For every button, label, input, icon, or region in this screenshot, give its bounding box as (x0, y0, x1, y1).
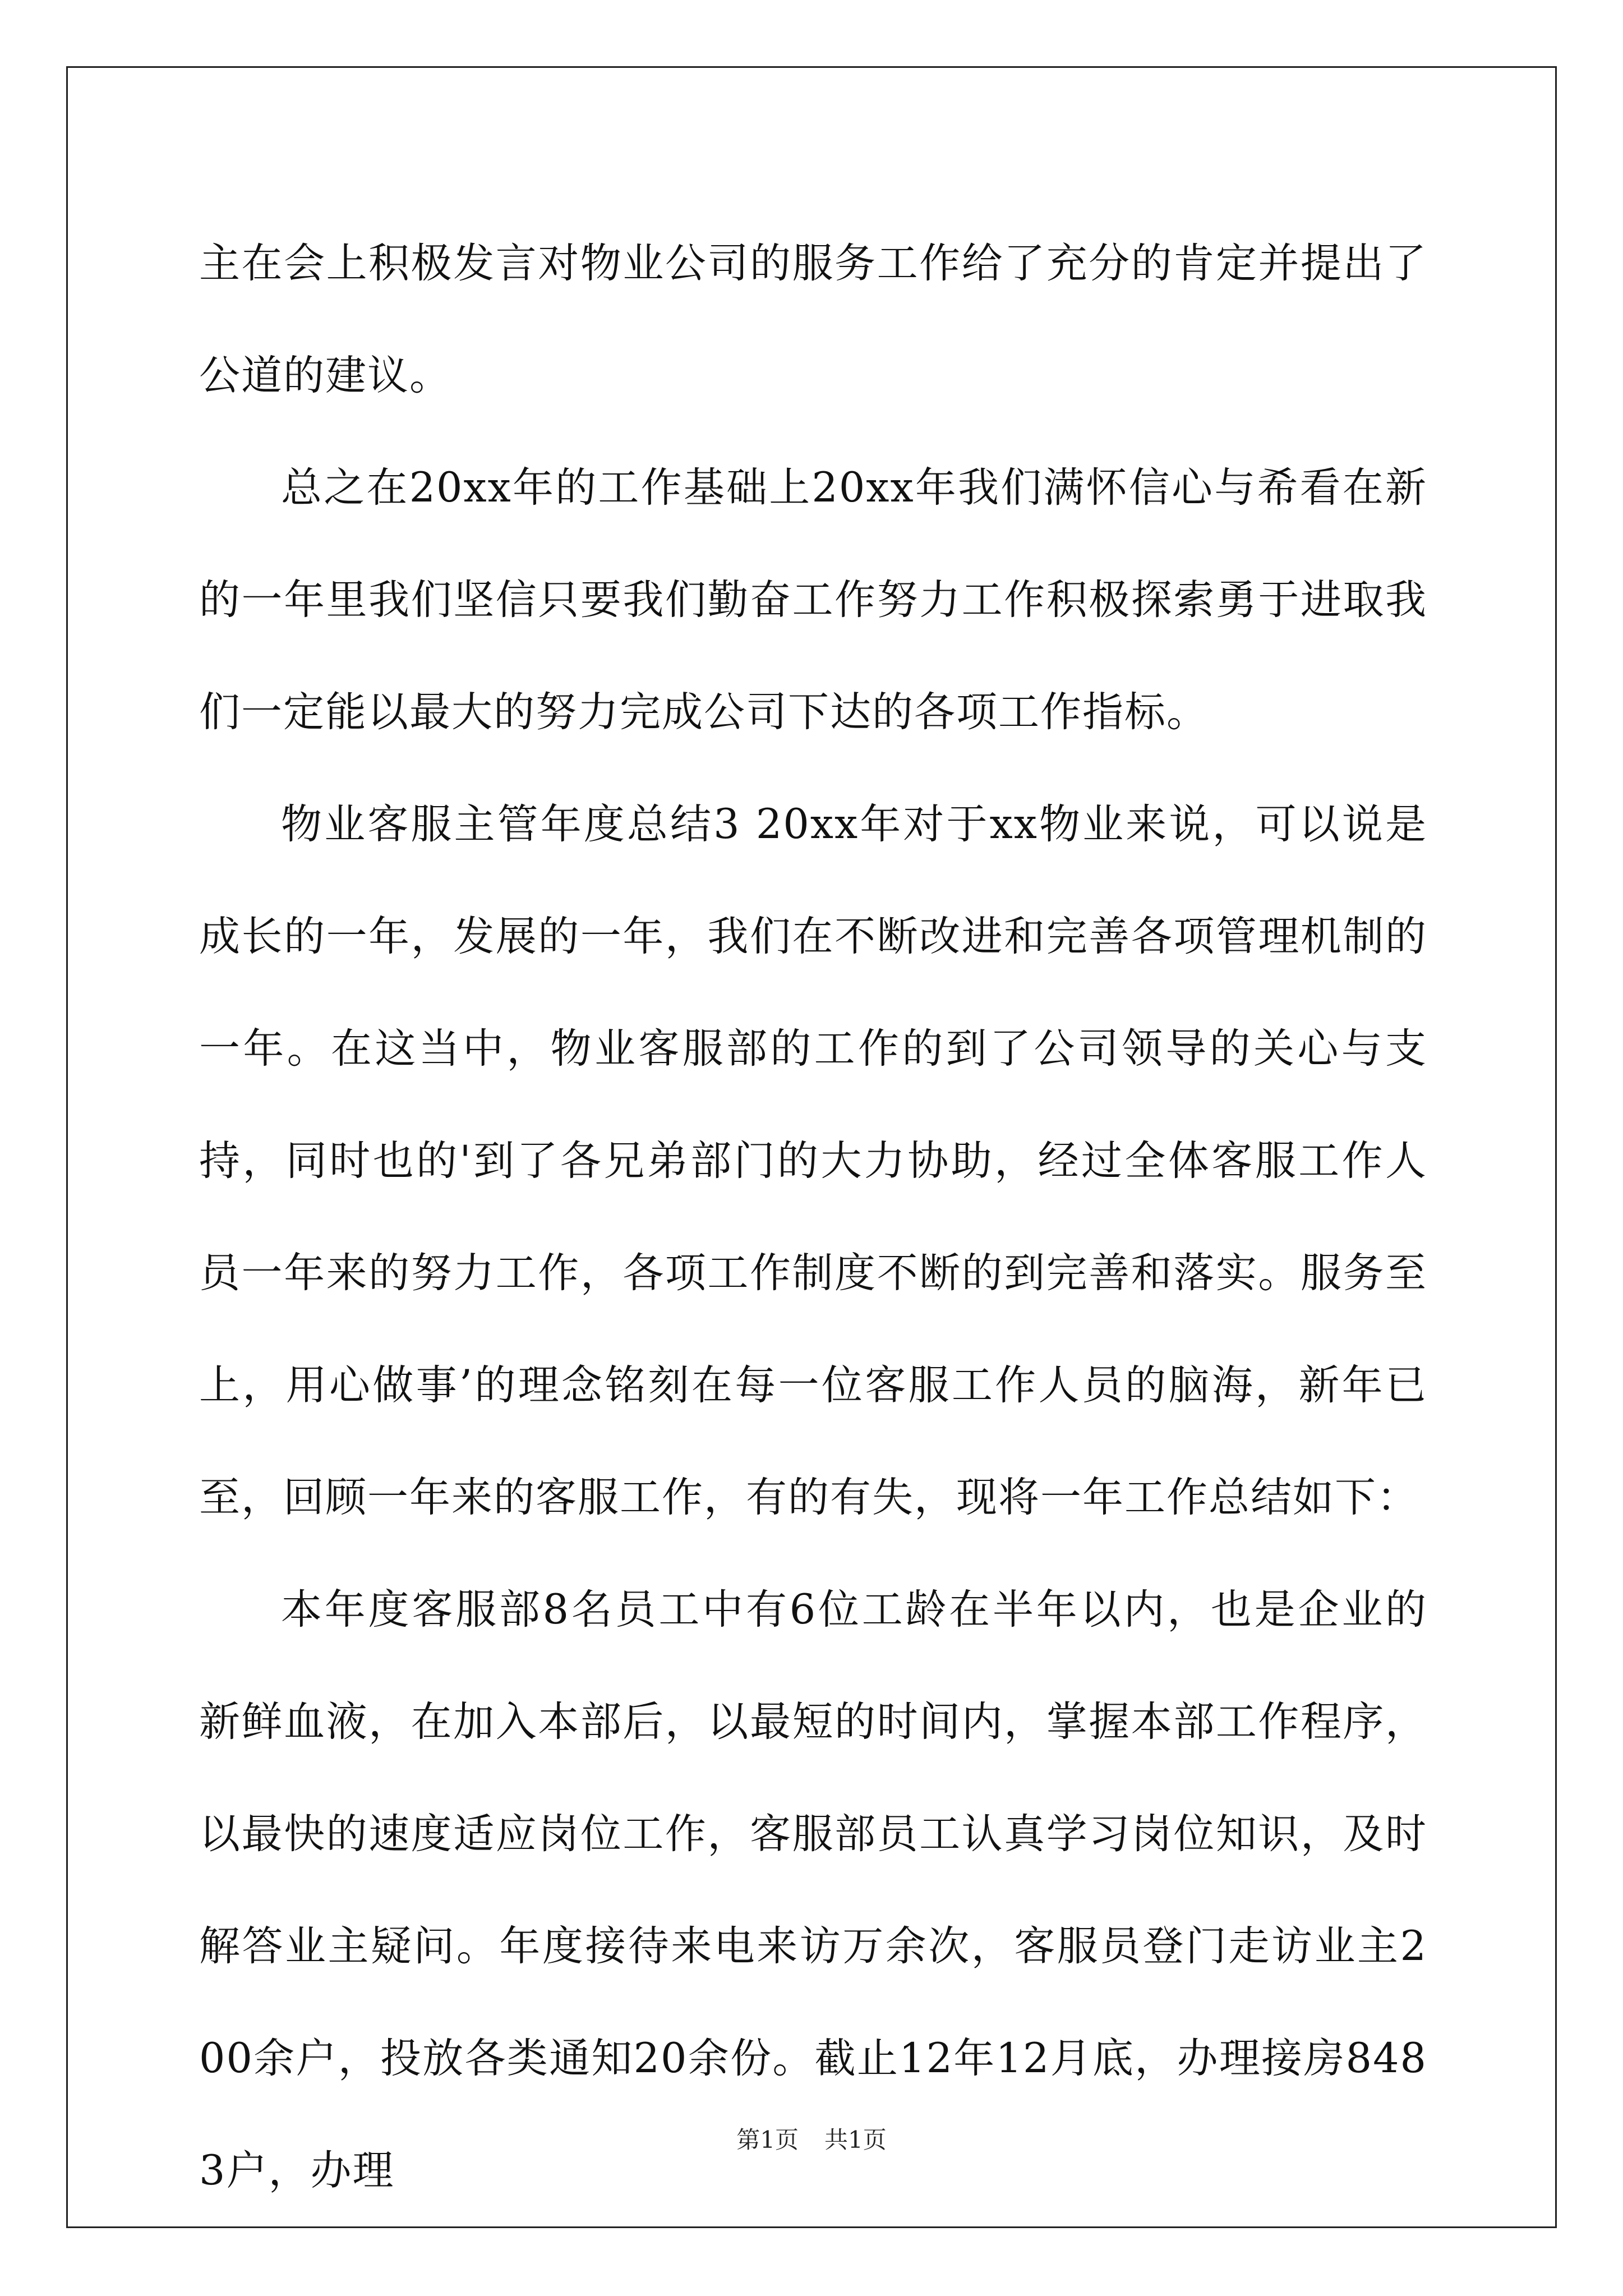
page-footer (0, 2123, 1623, 2157)
paragraph-continuation: 主在会上积极发言对物业公司的服务工作给了充分的肯定并提出了公道的建议。 (199, 240, 1427, 399)
page-number: 第1页 (736, 2126, 799, 2154)
paragraph-summary: 总之在20xx年的工作基础上20xx年我们满怀信心与希看在新的一年里我们坚信只要我们勤奋工作努力工作积极探索勇于进取我们一定能以最大的努力完成公司下达的各项工作指标。 (199, 464, 1427, 736)
document-body (199, 208, 1427, 2227)
paragraph-staff-work: 本年度客服部8名员工中有6位工龄在半年以内，也是企业的新鲜血液，在加入本部后，以最短的时间内，掌握本部工作程序，以最快的速度适应岗位工作，客服部员工认真学习岗位知识，及时解答业主疑问。年度接待来电来访万余次，客服员登门走访业主200余户，投放各类通知20余份。截止12年12月底，办理接房8483户，办理 (199, 1586, 1427, 2194)
paragraph-annual-summary-intro: 物业客服主管年度总结3 20xx年对于xx物业来说，可以说是成长的一年，发展的一年，我们在不断改进和完善各项管理机制的一年。在这当中，物业客服部的工作的到了公司领导的关心与支持，同时也的'到了各兄弟部门的大力协助，经过全体客服工作人员一年来的努力工作，各项工作制度不断的到完善和落实。服务至上，用心做事’的理念铭刻在每一位客服工作人员的脑海，新年已至，回顾一年来的客服工作，有的有失，现将一年工作总结如下： (199, 800, 1427, 1521)
page-total: 共1页 (824, 2126, 887, 2154)
